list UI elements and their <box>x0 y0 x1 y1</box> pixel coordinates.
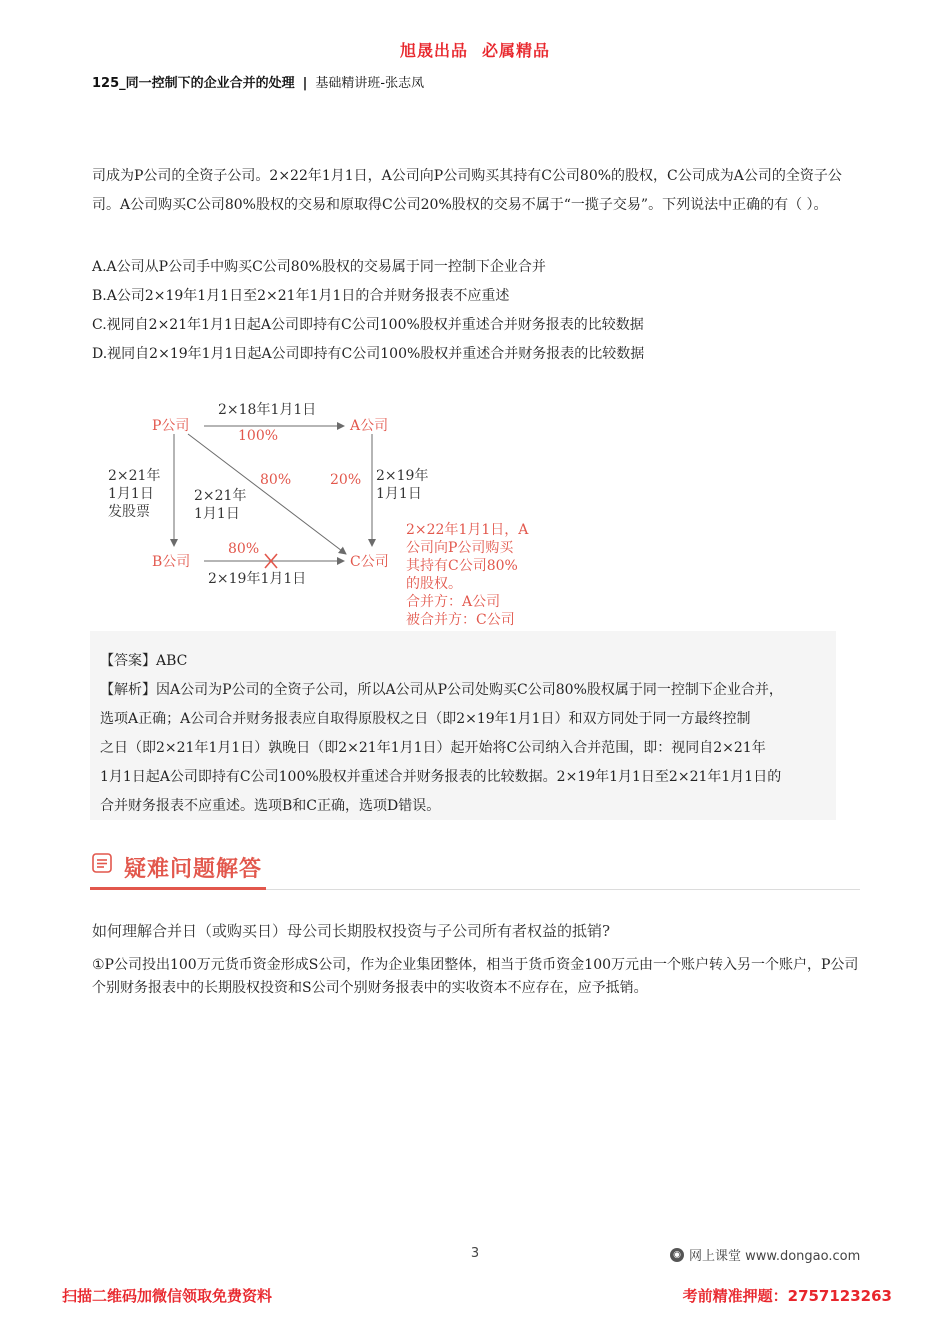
brand-footer <box>670 1245 860 1264</box>
note-line-2: 公司向P公司购买 <box>406 540 514 556</box>
faq-answer-paragraph: ①P公司投出100万元货币资金形成S公司，作为企业集团整体，相当于货币资金100万元由一个账户转入另一个账户，P公司个别财务报表中的长期股权投资和S公司个别财务报表中的实收资本不应存在，应予抵销。 <box>92 957 859 996</box>
course-title: 125_同一控制下的企业合并的处理 <box>92 76 295 91</box>
explanation-line-2: 选项A正确；A公司合并财务报表应自取得原股权之日（即2×19年1月1日）和双方同处于同一方最终控制 <box>100 711 751 727</box>
ac-date-1: 2×19年 <box>376 468 429 484</box>
header-separator: | <box>302 76 308 91</box>
pa-date: 2×18年1月1日 <box>218 402 317 418</box>
question-stem: 司成为P公司的全资子公司。2×22年1月1日，A公司向P公司购买其持有C公司80%的股权，C公司成为A公司的全资子公司。A公司购买C公司80%股权的交易和原取得C公司20%股权的交易不属于“一揽子交易”。下列说法中正确的有（ ）。 <box>92 168 842 213</box>
ac-date-2: 1月1日 <box>376 486 422 502</box>
section-title: 疑难问题解答 <box>124 857 263 882</box>
pc-date-1: 2×21年 <box>194 488 247 504</box>
brand-logo-icon: ◉ <box>670 1248 684 1262</box>
page-number: 3 <box>470 1246 480 1261</box>
node-c: C公司 <box>350 554 389 570</box>
pa-pct: 100% <box>238 428 279 444</box>
note-line-5: 合并方：A公司 <box>406 594 501 610</box>
brand-text: 网上课堂 www.dongao.com <box>689 1249 861 1264</box>
note-line-4: 的股权。 <box>406 576 462 592</box>
bc-date: 2×19年1月1日 <box>208 571 307 587</box>
top-banner <box>0 38 950 61</box>
section-accent-underline <box>90 887 266 890</box>
list-icon <box>92 853 112 873</box>
course-header <box>92 72 424 91</box>
option-c: C.视同自2×21年1月1日起A公司即持有C公司100%股权并重述合并财务报表的比较数据 <box>92 317 644 333</box>
note-line-1: 2×22年1月1日，A <box>406 522 529 538</box>
course-subtitle: 基础精讲班-张志凤 <box>315 76 425 91</box>
faq-question: 如何理解合并日（或购买日）母公司长期股权投资与子公司所有者权益的抵销? <box>92 922 611 940</box>
ac-pct: 20% <box>330 472 362 488</box>
footer-promo-right: 考前精准押题：2757123263 <box>682 1287 892 1305</box>
pb-label-1: 2×21年 <box>108 468 161 484</box>
option-b: B.A公司2×19年1月1日至2×21年1月1日的合并财务报表不应重述 <box>92 288 510 304</box>
node-b: B公司 <box>152 554 191 570</box>
answer-label: 【答案】ABC <box>100 653 188 669</box>
note-line-6: 被合并方：C公司 <box>406 612 515 628</box>
banner-right: 必属精品 <box>482 41 551 60</box>
explanation-line-5: 合并财务报表不应重述。选项B和C正确，选项D错误。 <box>100 798 441 814</box>
pc-date-2: 1月1日 <box>194 506 240 522</box>
banner-left: 旭晟出品 <box>399 41 468 60</box>
pb-label-2: 1月1日 <box>108 486 154 502</box>
footer-promo-left: 扫描二维码加微信领取免费资料 <box>62 1287 273 1305</box>
pc-pct: 80% <box>260 472 292 488</box>
note-line-3: 其持有C公司80% <box>406 558 518 574</box>
bc-pct: 80% <box>228 541 260 557</box>
option-a: A.A公司从P公司手中购买C公司80%股权的交易属于同一控制下企业合并 <box>92 259 546 275</box>
equity-diagram <box>90 388 550 634</box>
node-p: P公司 <box>152 418 190 434</box>
explanation-line-4: 1月1日起A公司即持有C公司100%股权并重述合并财务报表的比较数据。2×19年1月1日至2×21年1月1日的 <box>100 769 782 785</box>
node-a: A公司 <box>350 418 389 434</box>
pb-label-3: 发股票 <box>108 504 150 520</box>
option-d: D.视同自2×19年1月1日起A公司即持有C公司100%股权并重述合并财务报表的比较数据 <box>92 346 645 362</box>
explanation-line-3: 之日（即2×21年1月1日）孰晚日（即2×21年1月1日）起开始将C公司纳入合并范围，即：视同自2×21年 <box>100 740 766 756</box>
explanation-line-1: 【解析】因A公司为P公司的全资子公司，所以A公司从P公司处购买C公司80%股权属于同一控制下企业合并， <box>100 682 783 698</box>
